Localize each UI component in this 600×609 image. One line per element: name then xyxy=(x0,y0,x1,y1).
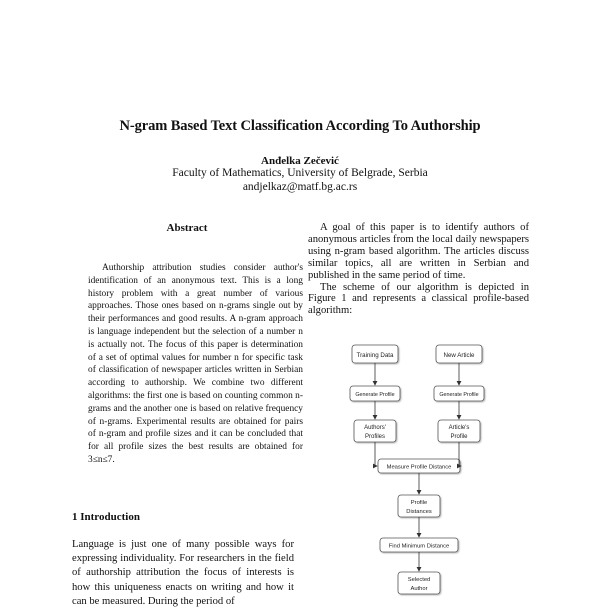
articles-profile-label-1: Article's xyxy=(448,425,470,431)
authors-profiles-label-1: Authors' xyxy=(364,425,386,431)
paper-title: N-gram Based Text Classification According To Authorship xyxy=(119,118,481,134)
abstract-text: Authorship attribution studies consider author's identification of an anonymous text. This is a long history problem with a great number of various approaches. Those ones based on n-grams single out by their performances and good results. A n-gram approach is language independent but the selection of a number n is actually not. The focus of this paper is determination of a set of optimal values for number n for specific task of classification of newspaper articles written in Serbian according to authorship. We combine two different algorithms: the first one is based on counting common n-grams and the another one is based on relative frequency of n-grams. Experimental results are obtained for pairs of n-gram and profile sizes and it can be concluded that for all profile sizes the best results are obtained for 3≤n≤7. xyxy=(88,263,303,465)
right-paragraph-1: A goal of this paper is to identify authors of anonymous articles from the local daily newspapers using n-gram based algorithm. The articles discuss similar topics, all are written in Serbian and published in the same period of time. xyxy=(308,222,529,281)
abstract-body xyxy=(88,262,303,467)
author-affiliation-block xyxy=(0,166,600,194)
introduction-text: Language is just one of many possible ways for expressing individuality. For researchers in the field of authorship attribution the focus of interests is how this uniqueness enacts on writing and how it can be measured. During the period of xyxy=(72,539,294,607)
find-minimum-label: Find Minimum Distance xyxy=(388,543,450,550)
algorithm-flowchart xyxy=(340,342,500,600)
profile-distances-label-1: Profile xyxy=(410,500,428,506)
selected-author-label-2: Author xyxy=(410,586,428,592)
affiliation: Faculty of Mathematics, University of Belgrade, Serbia xyxy=(172,167,428,179)
selected-author-label-1: Selected xyxy=(407,577,431,583)
right-column-text xyxy=(308,222,529,317)
section-introduction-heading: 1 Introduction xyxy=(72,511,140,523)
measure-distance-label: Measure Profile Distance xyxy=(386,464,452,471)
generate-profile-right-label: Generate Profile xyxy=(439,392,479,398)
right-paragraph-2: The scheme of our algorithm is depicted in Figure 1 and represents a classical profile-based algorithm: xyxy=(308,281,529,317)
generate-profile-left-label: Generate Profile xyxy=(355,392,395,398)
introduction-body xyxy=(72,538,294,609)
profile-distances-label-2: Distances xyxy=(406,509,432,515)
author-name: Anđelka Zečević xyxy=(261,155,339,167)
abstract-heading: Abstract xyxy=(166,222,208,234)
email: andjelkaz@matf.bg.ac.rs xyxy=(242,181,358,193)
authors-profiles-label-2: Profiles xyxy=(364,434,386,440)
articles-profile-label-2: Profile xyxy=(450,434,468,440)
training-data-label: Training Data xyxy=(356,352,394,359)
new-article-label: New Article xyxy=(443,352,475,359)
